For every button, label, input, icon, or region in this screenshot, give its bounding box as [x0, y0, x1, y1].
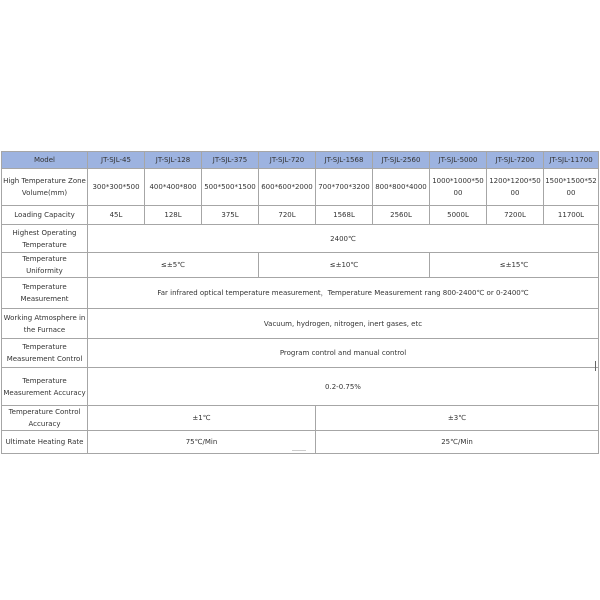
row-label: High Temperature Zone Volume(mm)	[2, 169, 88, 206]
cell-value: 1568L	[316, 206, 373, 225]
cell-value: 300*300*500	[88, 169, 145, 206]
cell-value: ≤±15℃	[430, 253, 599, 278]
row-label: Temperature Measurement Control	[2, 339, 88, 368]
cell-value: Program control and manual control	[88, 339, 599, 368]
spec-table	[1, 151, 599, 454]
cell-value: 5000L	[430, 206, 487, 225]
model-label: Model	[2, 152, 88, 169]
cell-value: 800*800*4000	[373, 169, 430, 206]
model-name: JT-SJL-5000	[430, 152, 487, 169]
cell-value: 375L	[202, 206, 259, 225]
table-row	[2, 253, 599, 278]
cell-value: 2400℃	[88, 225, 599, 253]
cell-value: 0.2-0.75%	[88, 368, 599, 406]
row-label: Temperature Control Accuracy	[2, 406, 88, 431]
cell-value: Far infrared optical temperature measurement，Temperature Measurement rang 800-2400℃ or 0-2400℃	[88, 278, 599, 309]
cell-value: 400*400*800	[145, 169, 202, 206]
table-row	[2, 368, 599, 406]
row-label: Ultimate Heating Rate	[2, 431, 88, 454]
cell-value: 1000*1000*5000	[430, 169, 487, 206]
cell-value: 2560L	[373, 206, 430, 225]
cell-value: 25℃/Min	[316, 431, 599, 454]
cell-value: 45L	[88, 206, 145, 225]
cell-value: 128L	[145, 206, 202, 225]
model-name: JT-SJL-11700	[544, 152, 599, 169]
cell-value: ≤±10℃	[259, 253, 430, 278]
cell-value: 500*500*1500	[202, 169, 259, 206]
model-name: JT-SJL-2560	[373, 152, 430, 169]
model-name: JT-SJL-7200	[487, 152, 544, 169]
header-row	[2, 152, 599, 169]
cell-value: ±1℃	[88, 406, 316, 431]
row-label: Working Atmosphere in the Furnace	[2, 309, 88, 339]
row-label: Temperature Measurement	[2, 278, 88, 309]
row-label: Temperature Uniformity	[2, 253, 88, 278]
model-name: JT-SJL-375	[202, 152, 259, 169]
cell-value: 1500*1500*5200	[544, 169, 599, 206]
cell-value: 700*700*3200	[316, 169, 373, 206]
model-name: JT-SJL-720	[259, 152, 316, 169]
model-name: JT-SJL-128	[145, 152, 202, 169]
cell-value: 11700L	[544, 206, 599, 225]
cell-value: 7200L	[487, 206, 544, 225]
cell-value: 720L	[259, 206, 316, 225]
model-name: JT-SJL-1568	[316, 152, 373, 169]
table-row	[2, 225, 599, 253]
table-row	[2, 339, 599, 368]
cell-value: ±3℃	[316, 406, 599, 431]
row-label: Highest Operating Temperature	[2, 225, 88, 253]
cell-value: 1200*1200*5000	[487, 169, 544, 206]
model-name: JT-SJL-45	[88, 152, 145, 169]
table-row	[2, 206, 599, 225]
table-row	[2, 406, 599, 431]
cell-value: ≤±5℃	[88, 253, 259, 278]
table-row	[2, 278, 599, 309]
table-row	[2, 169, 599, 206]
cell-value: 75℃/Min	[88, 431, 316, 454]
cell-value: Vacuum, hydrogen, nitrogen, inert gases, etc	[88, 309, 599, 339]
table-row	[2, 309, 599, 339]
cell-value: 600*600*2000	[259, 169, 316, 206]
row-label: Loading Capacity	[2, 206, 88, 225]
divider	[292, 450, 306, 451]
row-label: Temperature Measurement Accuracy	[2, 368, 88, 406]
scroll-marker	[595, 361, 596, 371]
